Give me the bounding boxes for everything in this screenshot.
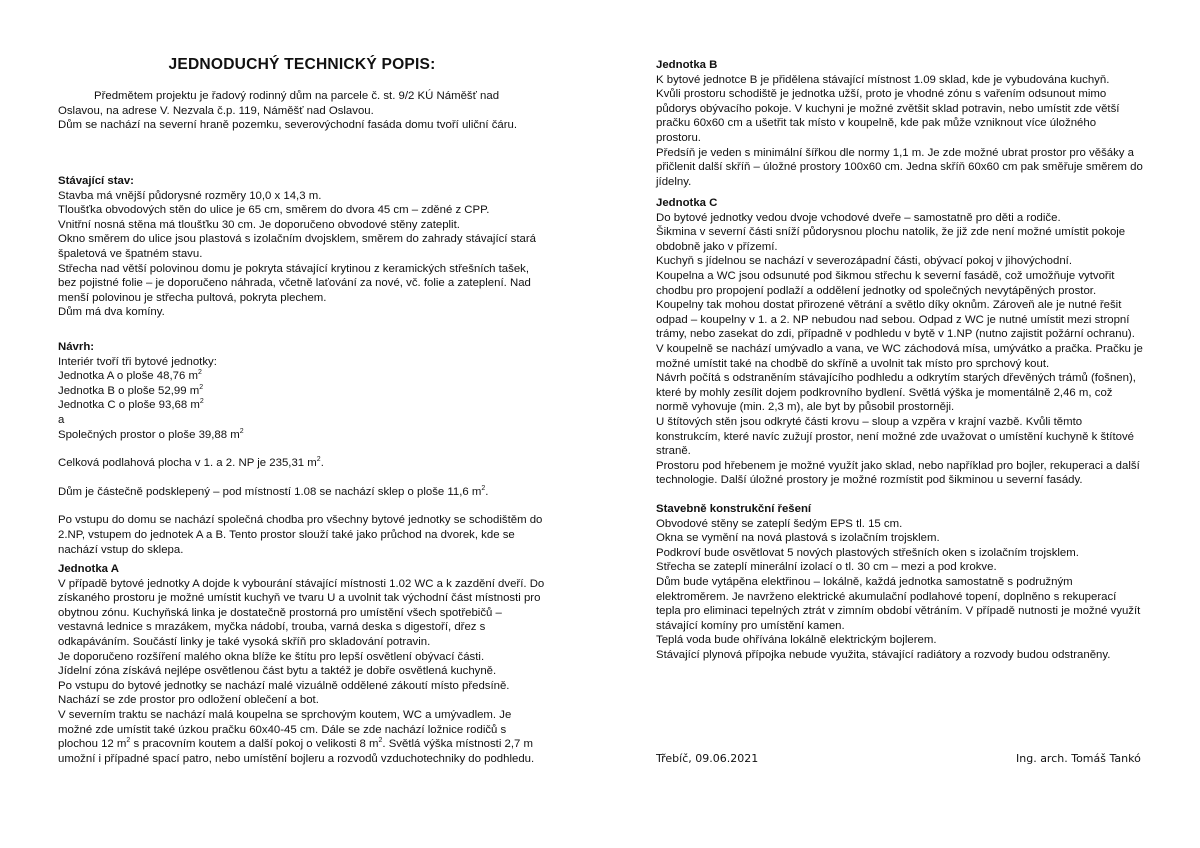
- unit-c-area: Jednotka C o ploše 93,68 $m^2$: [58, 398, 204, 412]
- common-area: Společných prostor o ploše 39,88 $m^2$: [58, 427, 244, 441]
- existing-state-section: [58, 174, 546, 320]
- existing-line: Vnitřní nosná stěna má tloušťku 30 cm. Je doporučeno obvodové stěny zateplit.: [58, 218, 460, 231]
- design-section: [58, 340, 546, 557]
- unit-c-line: Kuchyň s jídelnou se nachází v severozápadní části, obývací pokoj v jihovýchodní.: [656, 255, 1072, 268]
- entrance-paragraph: Po vstupu do domu se nachází společná chodba pro všechny bytové jednotky se schodištěm do 2.NP, vstupem do jednotek A a B. Tento prostor slouží také jako průchod na dvorek, kde se nachází vstup do sklepa.: [58, 514, 543, 556]
- unit-a-heading: Jednotka A: [58, 563, 119, 575]
- unit-a-line: Je doporučeno rozšíření malého okna blíže ke štítu pro lepší osvětlení obývací části.: [58, 650, 485, 663]
- unit-a-last: V severním traktu se nachází malá koupelna se sprchovým koutem, WC a umývadlem. Je možné zde umístit také úzkou pračku 60x40-45 cm. Dále se zde nachází ložnice rodičů s plochou 12 $m^2$ s pracovním koutem a další pokoj o velikosti 8 $m^2$. Světlá výška místnosti 2,7 m umožní i případné spací patro, nebo umístění bojleru a rozvodů vzduchotechniky do podhledu.: [58, 708, 535, 765]
- unit-c-line: Koupelna a WC jsou odsunuté pod šikmou střechu k severní fasádě, což umožňuje vytvořit chodbu pro propojení podlaží a oddělení jednotky od společných nevytápěných prostor. Koupelny tak mohou dostat přirozené větrání a světlo díky oknům. Zároveň ale je nutné řešit odpad – koupelny v 1. a 2. NP nebudou nad sebou. Odpad z WC je nutné umístit mezi stropní trámy, nebo zasekat do zdi, případně v podhledu v bytě v 1.NP (nutno zajistit požární ochranu). V koupelně se nachází umývadlo a vana, ve WC záchodová mísa, umývátko a pračka. Pračku je možné umístit také na chodbě do skříně a uvolnit tak místo pro sprchový kout.: [656, 269, 1143, 370]
- construction-line: Teplá voda bude ohřívána lokálně elektrickým bojlerem.: [656, 634, 937, 647]
- construction-line: Stávající plynová přípojka nebude využita, stávající radiátory a rozvody budou odstraněny.: [656, 648, 1111, 661]
- existing-line: Stavba má vnější půdorysné rozměry 10,0 x 14,3 m.: [58, 189, 322, 202]
- existing-line: Okno směrem do ulice jsou plastová s izolačním dvojsklem, směrem do zahrady stávající stará špaletová ve špatném stavu.: [58, 233, 536, 260]
- unit-a-line: Jídelní zóna získává nejlépe osvětlenou část bytu a taktéž je dobře osvětlená kuchyně.: [58, 665, 497, 678]
- unit-a-line: Po vstupu do bytové jednotky se nachází malé vizuálně oddělené zákoutí místo předsíně. Nachází se zde prostor pro odložení oblečení a bot.: [58, 679, 510, 707]
- existing-line: Střecha nad větší polovinou domu je pokryta stávající krytinou z keramických střešních tašek, bez pojistné folie – je doporučeno náhrada, včetně laťování za nové, vč. folie a zateplení. Nad menší polovinou je střecha pultová, pokryta plechem.: [58, 262, 531, 304]
- construction-line: Obvodové stěny se zateplí šedým EPS tl. 15 cm.: [656, 517, 903, 530]
- construction-line: Podkroví bude osvětlovat 5 nových plastových střešních oken s izolačním trojsklem.: [656, 546, 1079, 559]
- and-word: a: [58, 413, 65, 426]
- document-title: JEDNODUCHÝ TECHNICKÝ POPIS:: [168, 56, 436, 73]
- existing-state-heading: Stávající stav:: [58, 175, 134, 187]
- unit-a-area: Jednotka A o ploše 48,76 $m^2$: [58, 369, 202, 383]
- construction-heading: Stavebně konstrukční řešení: [656, 503, 812, 515]
- total-area: Celková podlahová plocha v 1. a 2. NP je 235,31 $m^2$.: [58, 456, 324, 470]
- unit-b-line: K bytové jednotce B je přidělena stávající místnost 1.09 sklad, kde je vybudována kuchyň.: [656, 73, 1110, 86]
- construction-line: Dům bude vytápěna elektřinou – lokálně, každá jednotka samostatně s podružným elektroměrem. Je navrženo elektrické akumulační podlahové topení, doplněno s rekuperací tepla pro eliminaci tepelných ztrát v zimním období větráním. V případě nutnosti je možné využít stávající komíny pro umístění kamen.: [656, 575, 1141, 632]
- construction-line: Okna se vymění na nová plastová s izolačním trojsklem.: [656, 532, 940, 545]
- unit-c-line: Prostoru pod hřebenem je možné využít jako sklad, nebo například pro bojler, rekuperaci a další technologie. Další úložné prostory je možné rozmístit pod šikminou u severní fasády.: [656, 459, 1140, 487]
- intro-location: Dům se nachází na severní hraně pozemku, severovýchodní fasáda domu tvoří uliční čáru.: [58, 119, 518, 132]
- design-intro: Interiér tvoří tři bytové jednotky:: [58, 355, 217, 368]
- basement-area: Dům je částečně podsklepený – pod místností 1.08 se nachází sklep o ploše 11,6 $m^2$.: [58, 484, 489, 498]
- intro-section: [58, 89, 546, 133]
- unit-b-heading: Jednotka B: [656, 59, 718, 71]
- unit-a-section: [58, 562, 546, 766]
- construction-section: [656, 502, 1144, 663]
- intro-paragraph: Předmětem projektu je řadový rodinný dům na parcele č. st. 9/2 KÚ Náměšť nad Oslavou, na adrese V. Nezvala č.p. 119, Náměšť nad Oslavou.: [58, 90, 500, 117]
- author-signature: Ing. arch. Tomáš Tankó: [1016, 752, 1141, 765]
- unit-c-heading: Jednotka C: [656, 197, 718, 209]
- unit-c-line: Návrh počítá s odstraněním stávajícího podhledu a odkrytím starých dřevěných trámů (fošnen), které by mohly zesílit dojem podkrovního bydlení. Světlá výška je momentálně 2,46 m, což normě vyhovuje (min. 2,3 m), ale byt by působil prostorněji.: [656, 372, 1136, 414]
- unit-b-area: Jednotka B o ploše 52,99 $m^2$: [58, 383, 204, 397]
- unit-c-section: [656, 196, 1144, 488]
- construction-line: Střecha se zateplí minerální izolací o tl. 30 cm – mezi a pod krokve.: [656, 561, 997, 574]
- existing-line: Tloušťka obvodových stěn do ulice je 65 cm, směrem do dvora 45 cm – zděné z CPP.: [58, 204, 490, 217]
- unit-b-line: Kvůli prostoru schodiště je jednotka užší, proto je vhodné zónu s vařením odsunout mimo půdorys obývacího pokoje. V kuchyni je možné zvětšit sklad potravin, nebo umístit zde větší pračku 60x60 cm a ušetřit tak místo v koupelně, kde pak může vzniknout více úložného prostoru.: [656, 88, 1120, 144]
- unit-b-section: [656, 58, 1144, 189]
- existing-line: Dům má dva komíny.: [58, 306, 165, 319]
- unit-c-line: U štítových stěn jsou odkryté části krovu – sloup a vzpěra v krajní vazbě. Kvůli těmto konstrukcím, které navíc zužují prostor, není možné zde uvažovat o umístění kuchyně k štítové straně.: [656, 415, 1135, 458]
- unit-b-line: Předsíň je veden s minimální šířkou dle normy 1,1 m. Je zde možné ubrat prostor pro věšáky a přičlenit další skříň – úložné prostory 100x60 cm. Jedna skříň 60x60 cm pak směřuje směrem do jídelny.: [656, 146, 1143, 188]
- unit-a-line: V případě bytové jednotky A dojde k vybourání stávající místnosti 1.02 WC a k zazdění dveří. Do získaného prostoru je možné umístit kuchyň ve tvaru U a uvolnit tak východní část místnosti pro obytnou zónu. Kuchyňská linka je dostatečně prostorná pro umístění všech spotřebičů – vestavná lednice s mrazákem, myčka nádobí, trouba, varná deska s digestoří, dřez s odkapáváním. Součástí linky je také vysoká skříň pro skladování potravin.: [58, 577, 545, 648]
- design-heading: Návrh:: [58, 341, 95, 353]
- unit-c-line: Šikmina v severní části sníží půdorysnou plochu natolik, že již zde není možné umístit pokoje obdobně jako v přízemí.: [656, 226, 1126, 253]
- unit-c-line: Do bytové jednotky vedou dvoje vchodové dveře – samostatně pro děti a rodiče.: [656, 211, 1061, 224]
- place-date: Třebíč, 09.06.2021: [656, 752, 759, 765]
